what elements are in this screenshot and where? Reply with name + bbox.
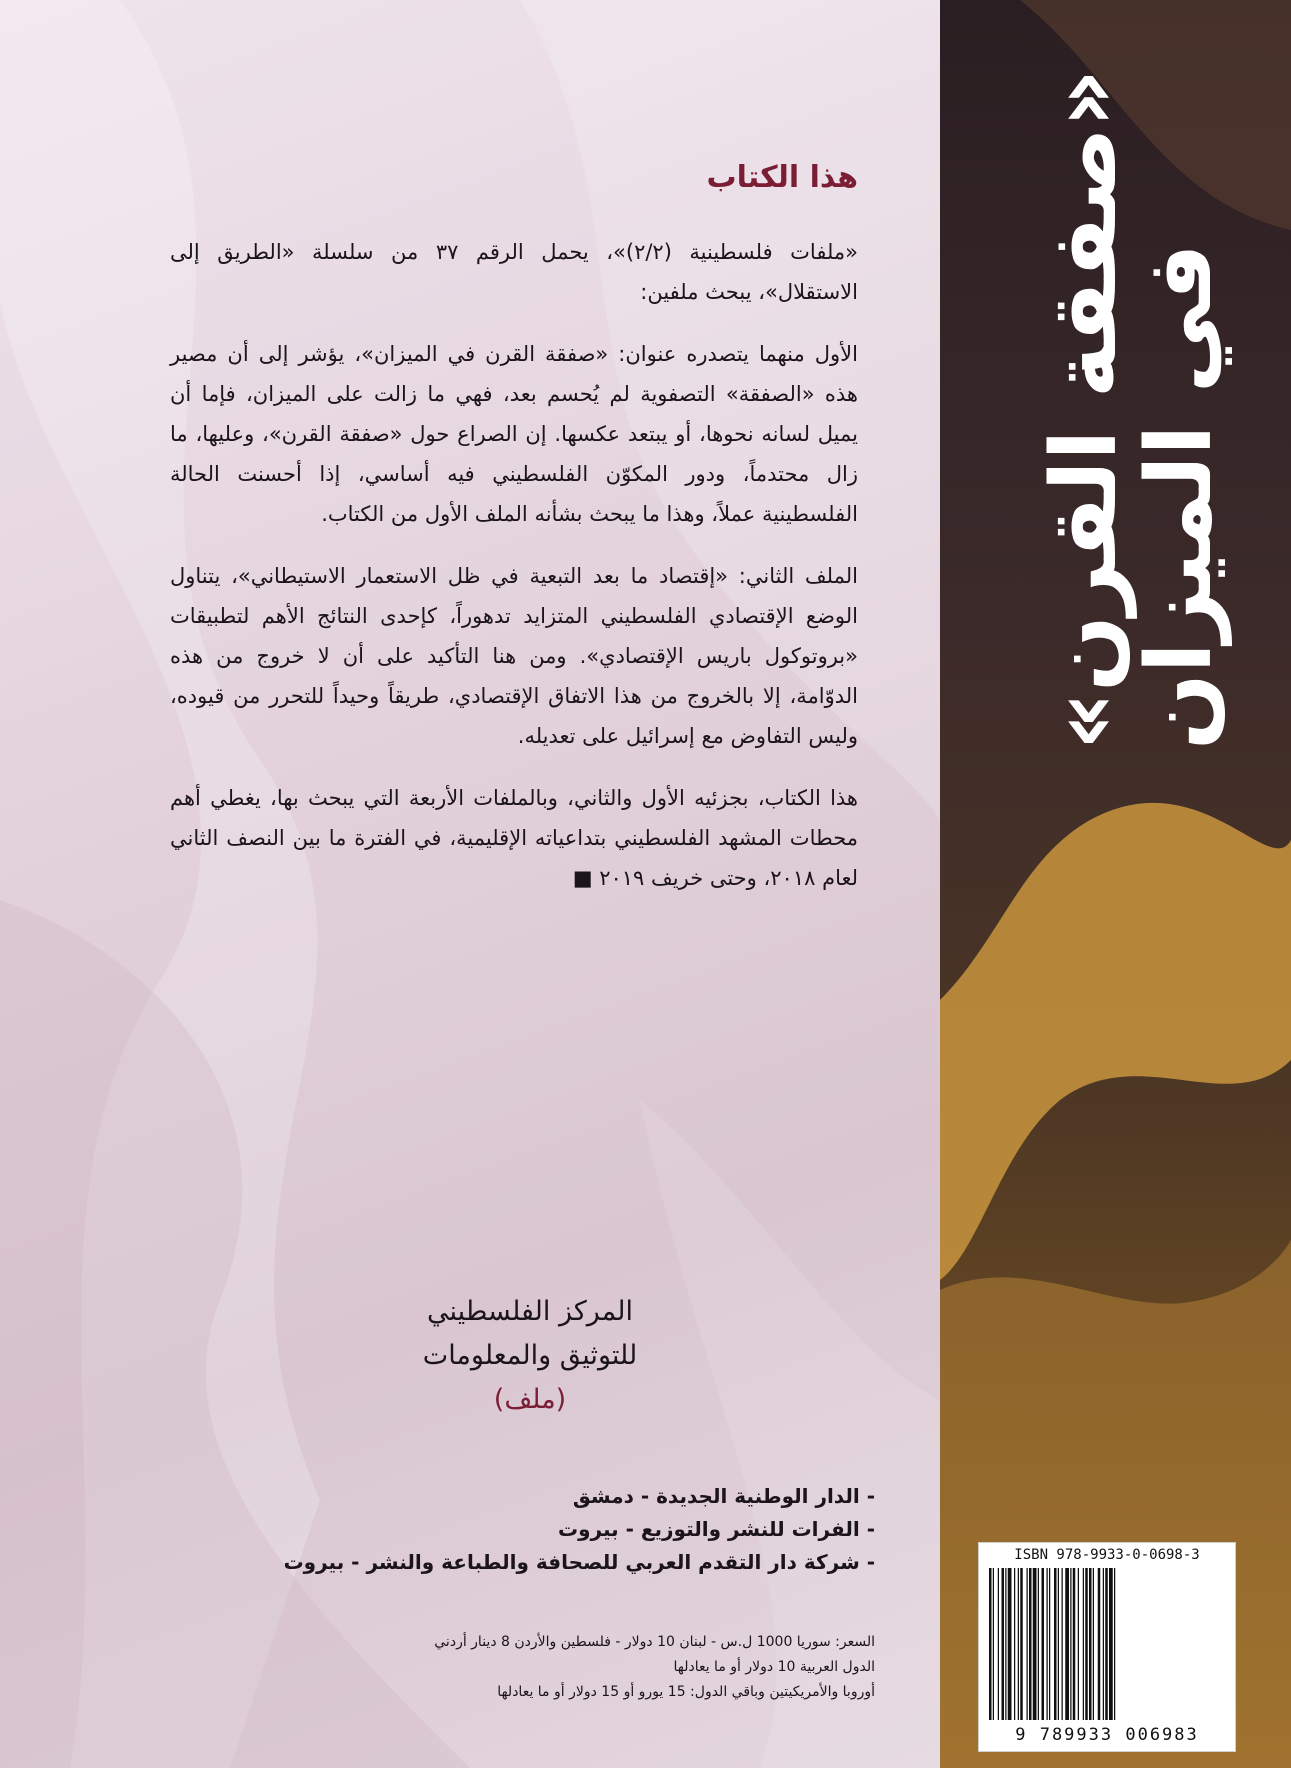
distributor-item: - الدار الوطنية الجديدة - دمشق: [572, 1484, 875, 1508]
blurb-text: [170, 232, 858, 920]
isbn-label: ISBN 978-9933-0-0698-3: [1014, 1547, 1200, 1563]
publisher-name-line2: للتوثيق والمعلومات: [422, 1340, 638, 1371]
blurb-paragraph: الملف الثاني: «إقتصاد ما بعد التبعية في ظل الاستعمار الاستيطاني»، يتناول الوضع الإقتصادي الفلسطيني المتزايد تدهوراً، كإحدى النتائج الأهم لتطبيقات «بروتوكول باريس الإقتصادي». ومن هنا التأكيد على أن لا خروج من هذه الدوّامة، إلا بالخروج من هذا الاتفاق الإقتصادي، طريقاً وحيداً للتحرر من قيوده، وليس التفاوض مع إسرائيل على تعديله.: [170, 564, 858, 748]
distributor-item: - الفرات للنشر والتوزيع - بيروت: [557, 1517, 875, 1541]
publisher-name-line1: المركز الفلسطيني: [427, 1296, 633, 1327]
blurb-paragraph: الأول منهما يتصدره عنوان: «صفقة القرن في الميزان»، يؤشر إلى أن مصير هذه «الصفقة» التصفوية لم يُحسم بعد، فهي ما زالت على الميزان، فإما أن يميل لسانه نحوها، أو يبتعد عكسها. إن الصراع حول «صفقة القرن»، وعليها، ما زال محتدماً، ودور المكوّن الفلسطيني فيه أساسي، إذا أحسنت الحالة الفلسطينية عملاً، وهذا ما يبحث بشأنه الملف الأول من الكتاب.: [170, 342, 858, 526]
blurb-paragraph: «ملفات فلسطينية (٢/٢)»، يحمل الرقم ٣٧ من سلسلة «الطريق إلى الاستقلال»، يبحث ملفين:: [170, 240, 859, 304]
cover-title: [1015, 69, 1235, 750]
distributor-list: [283, 1480, 875, 1579]
barcode-bars: [989, 1568, 1225, 1720]
section-heading: هذا الكتاب: [706, 160, 858, 195]
price-line: السعر: سوريا 1000 ل.س - لبنان 10 دولار - فلسطين والأردن 8 دينار أردني: [434, 1634, 875, 1650]
price-info: [190, 1630, 875, 1705]
isbn-barcode: [978, 1542, 1236, 1752]
cover-title-line2: في الميزان: [1127, 243, 1232, 750]
publisher-tag: (ملف): [493, 1384, 567, 1415]
cover-title-line1: «صفقة القرن»: [1032, 69, 1137, 750]
barcode-digits: 9 789933 006983: [1015, 1725, 1199, 1745]
publisher-block: [380, 1290, 680, 1422]
blurb-paragraph: هذا الكتاب، بجزئيه الأول والثاني، وبالملفات الأربعة التي يبحث بها، يغطي أهم محطات المشهد الفلسطيني بتداعياته الإقليمية، في الفترة ما بين النصف الثاني لعام ٢٠١٨، وحتى خريف ٢٠١٩ ■: [170, 786, 858, 890]
price-line: الدول العربية 10 دولار أو ما يعادلها: [673, 1659, 875, 1675]
distributor-item: - شركة دار التقدم العربي للصحافة والطباعة والنشر - بيروت: [283, 1550, 875, 1574]
price-line: أوروبا والأمريكيتين وباقي الدول: 15 يورو أو 15 دولار أو ما يعادلها: [497, 1684, 875, 1700]
